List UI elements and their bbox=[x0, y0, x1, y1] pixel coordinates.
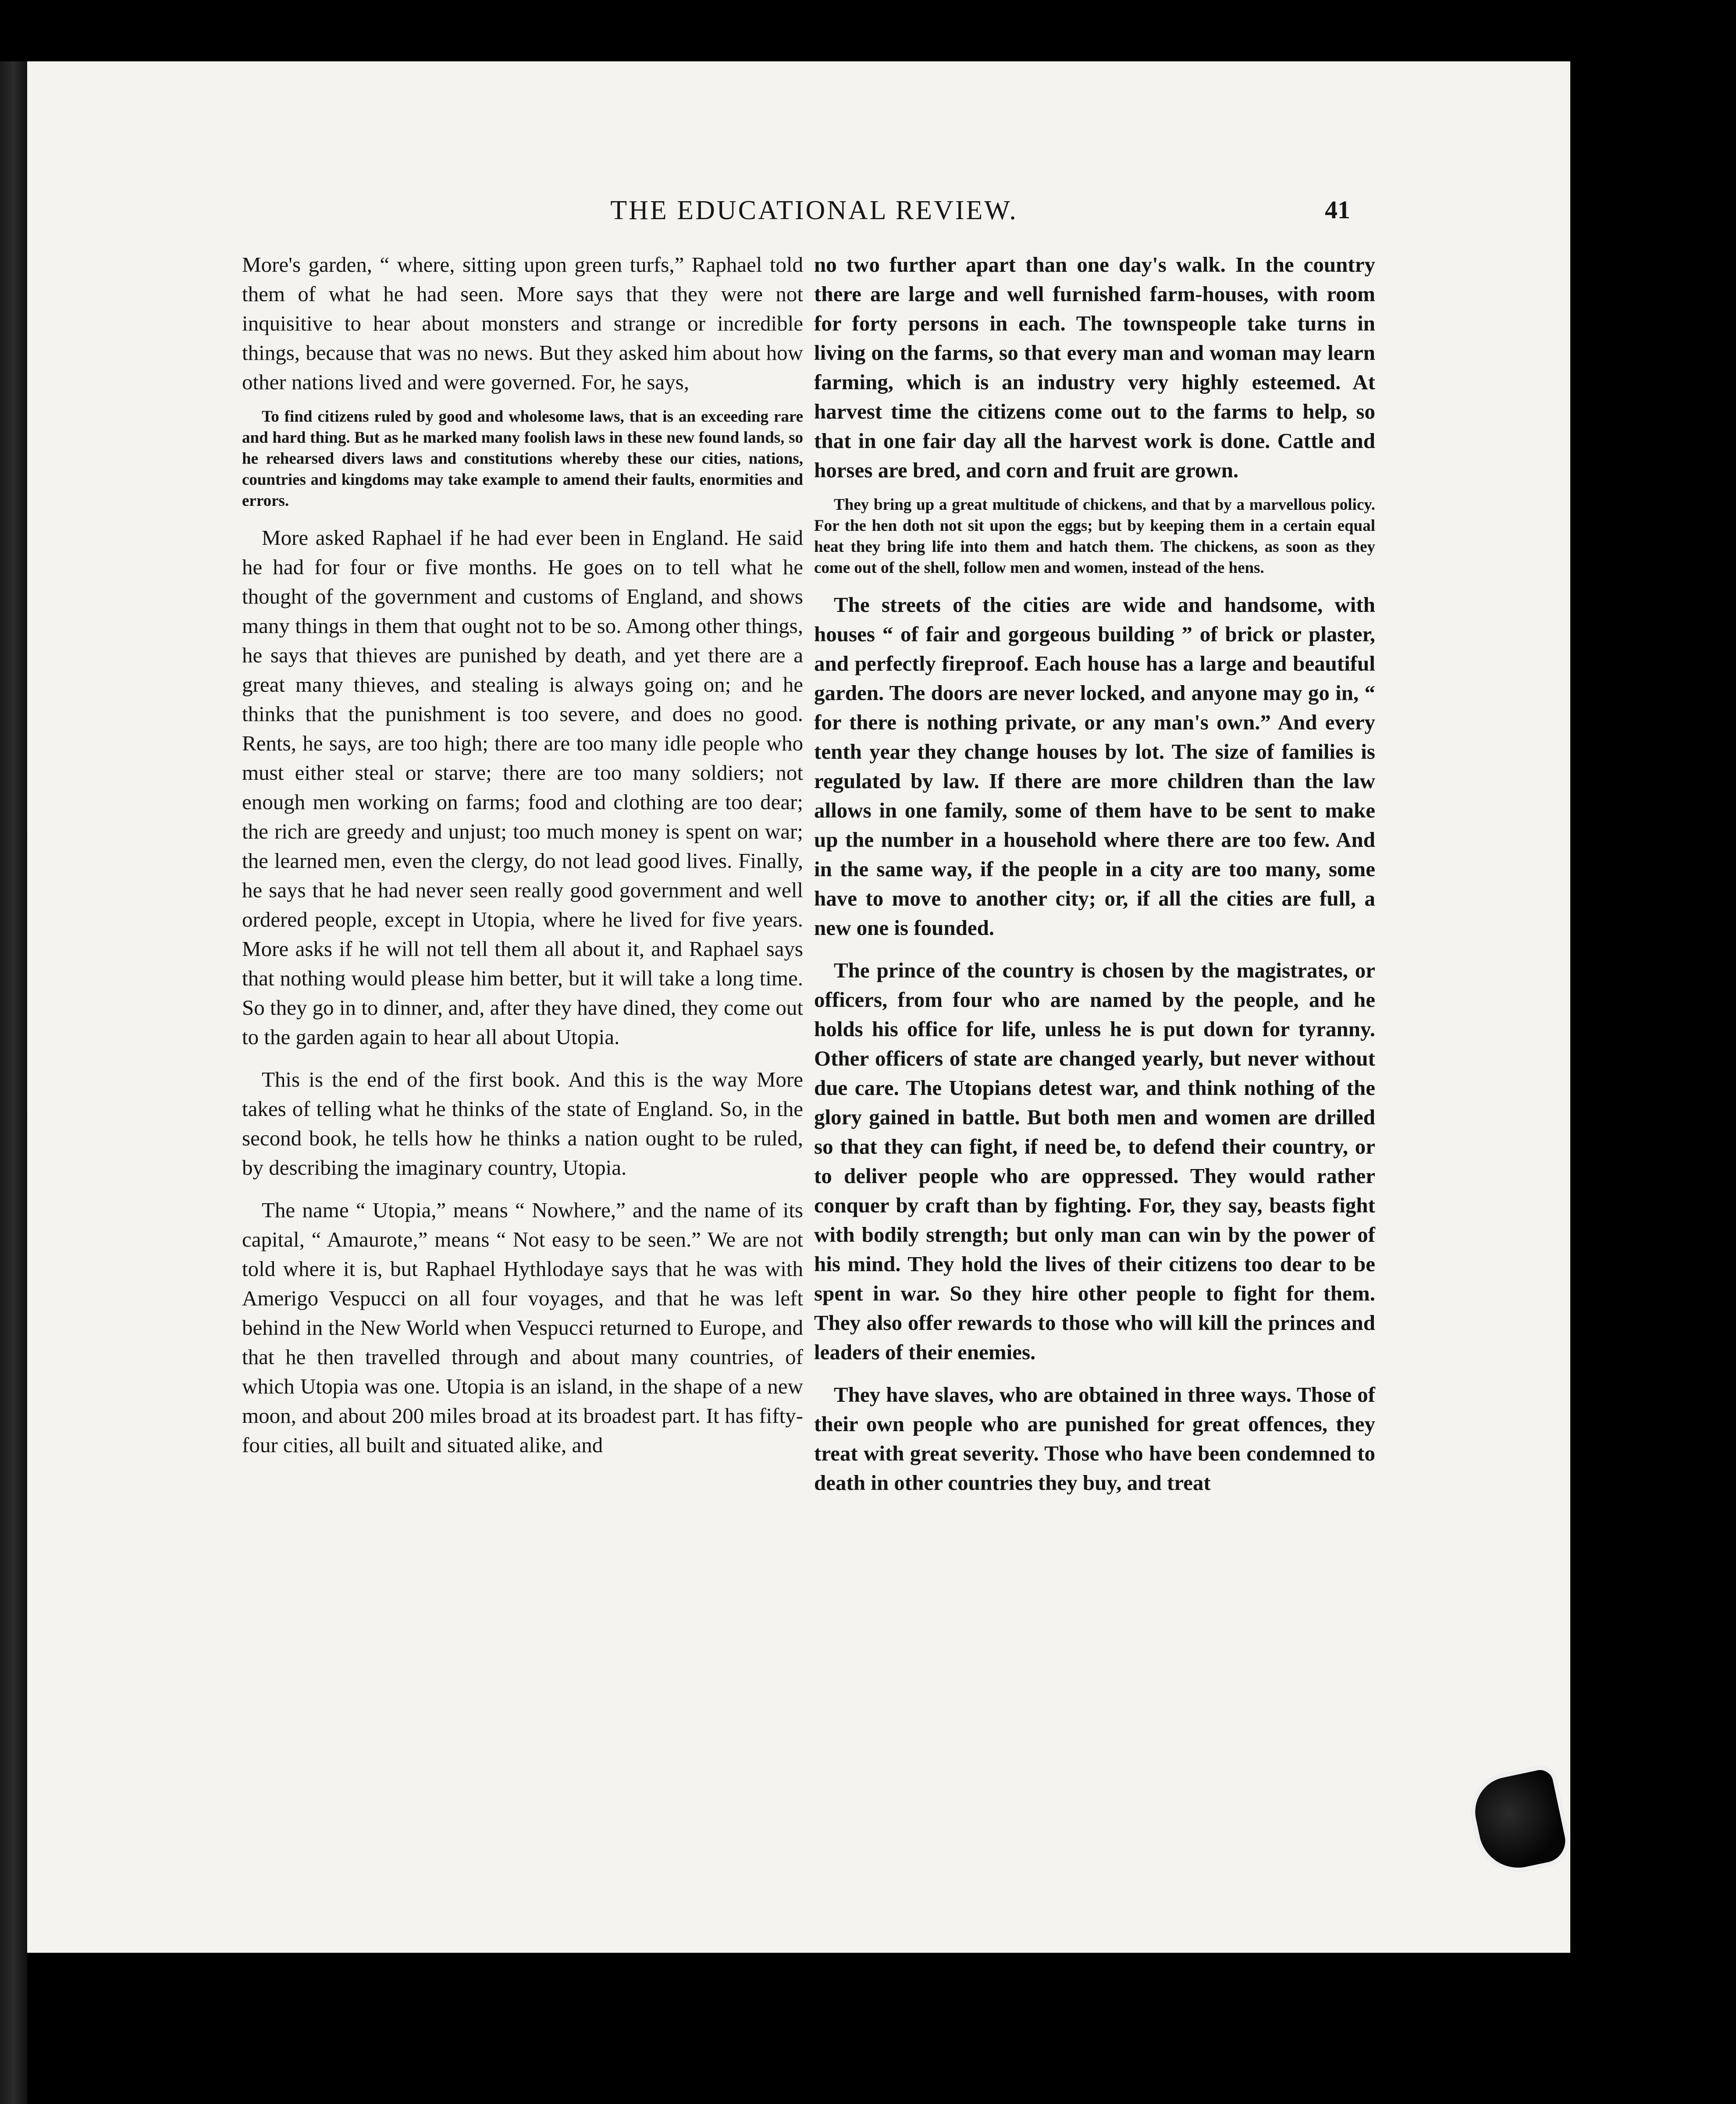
block-quote: To find citizens ruled by good and wholesome laws, that is an exceeding rare and hard thing. But as he marked many foolish laws in these new found lands, so he rehearsed divers laws and constitutions whereby these our cities, nations, countries and kingdoms may take example to amend their faults, enormities and errors. bbox=[242, 408, 803, 510]
paragraph: The streets of the cities are wide and handsome, with houses “ of fair and gorgeous building ” of brick or plaster, and perfectly fireproof. Each house has a large and beautiful garden. The doors are never locked, and anyone may go in, “ for there is nothing private, or any man's own.” And every tenth year they change houses by lot. The size of families is regulated by law. If there are more children than the law allows in one family, some of them have to be sent to make up the number in a household where there are too few. And in the same way, if the people in a city are too many, some have to move to another city; or, if all the cities are full, a new one is founded. bbox=[814, 593, 1375, 940]
page bbox=[27, 61, 1570, 1953]
paragraph: This is the end of the first book. And this is the way More takes of telling what he thinks of the state of England. So, in the second book, he tells how he thinks a nation ought to be ruled, by describing the imaginary country, Utopia. bbox=[242, 1067, 803, 1180]
paragraph: The prince of the country is chosen by the magistrates, or officers, from four who are named by the people, and he holds his office for life, unless he is put down for tyranny. Other officers of state are changed yearly, but never without due care. The Utopians detest war, and think nothing of the glory gained in battle. But both men and women are drilled so that they can fight, if need be, to defend their country, or to deliver people who are oppressed. They would rather conquer by craft than by fighting. For, they say, beasts fight with bodily strength; but only man can win by the power of his mind. They hold the lives of their citizens too dear to be spent in war. So they hire other people to fight for them. They also offer rewards to those who will kill the princes and leaders of their enemies. bbox=[814, 958, 1375, 1364]
paragraph: More's garden, “ where, sitting upon green turfs,” Raphael told them of what he had seen. More says that they were not inquisitive to hear about monsters and strange or incredible things, because that was no news. But they asked him about how other nations lived and were governed. For, he says, bbox=[242, 252, 803, 394]
running-title: THE EDUCATIONAL REVIEW. bbox=[610, 195, 1018, 225]
block-quote: They bring up a great multitude of chickens, and that by a marvellous policy. For the hen doth not sit upon the eggs; but by keeping them in a certain equal heat they bring life into them and hatch them. The chickens, as soon as they come out of the shell, follow men and women, instead of the hens. bbox=[814, 496, 1375, 577]
paragraph: no two further apart than one day's walk. In the country there are large and well furnished farm-houses, with room for forty persons in each. The townspeople take turns in living on the farms, so that every man and woman may learn farming, which is an industry very highly esteemed. At harvest time the citizens come out to the farms to help, so that in one fair day all the harvest work is done. Cattle and horses are bred, and corn and fruit are grown. bbox=[814, 252, 1375, 482]
right-column bbox=[814, 250, 1375, 1497]
book-spine bbox=[0, 61, 27, 2104]
paragraph: The name “ Utopia,” means “ Nowhere,” and the name of its capital, “ Amaurote,” means “ Not easy to be seen.” We are not told where it is, but Raphael Hythlodaye says that he was with Amerigo Vespucci on all four voyages, and that he was left behind in the New World when Vespucci returned to Europe, and that he then travelled through and about many countries, of which Utopia was one. Utopia is an island, in the shape of a new moon, and about 200 miles broad at its broadest part. It has fifty-four cities, all built and situated alike, and bbox=[242, 1198, 803, 1457]
paragraph: More asked Raphael if he had ever been in England. He said he had for four or five months. He goes on to tell what he thought of the government and customs of England, and shows many things in them that ought not to be so. Among other things, he says that thieves are punished by death, and yet there are a great many thieves, and stealing is always going on; and he thinks that the punishment is too severe, and does no good. Rents, he says, are too high; there are too many idle people who must either steal or starve; there are too many soldiers; not enough men working on farms; food and clothing are too dear; the rich are greedy and unjust; too much money is spent on war; the learned men, even the clergy, do not lead good lives. Finally, he says that he had never seen really good government and well ordered people, except in Utopia, where he lived for five years. More asks if he will not tell them all about it, and Raphael says that nothing would please him better, but it will take a long time. So they go in to dinner, and, after they have dined, they come out to the garden again to hear all about Utopia. bbox=[242, 526, 803, 1049]
left-column bbox=[242, 250, 803, 1460]
page-number: 41 bbox=[1325, 195, 1350, 224]
paragraph: They have slaves, who are obtained in three ways. Those of their own people who are punished for great offences, they treat with great severity. Those who have been condemned to death in other countries they buy, and treat bbox=[814, 1383, 1375, 1495]
